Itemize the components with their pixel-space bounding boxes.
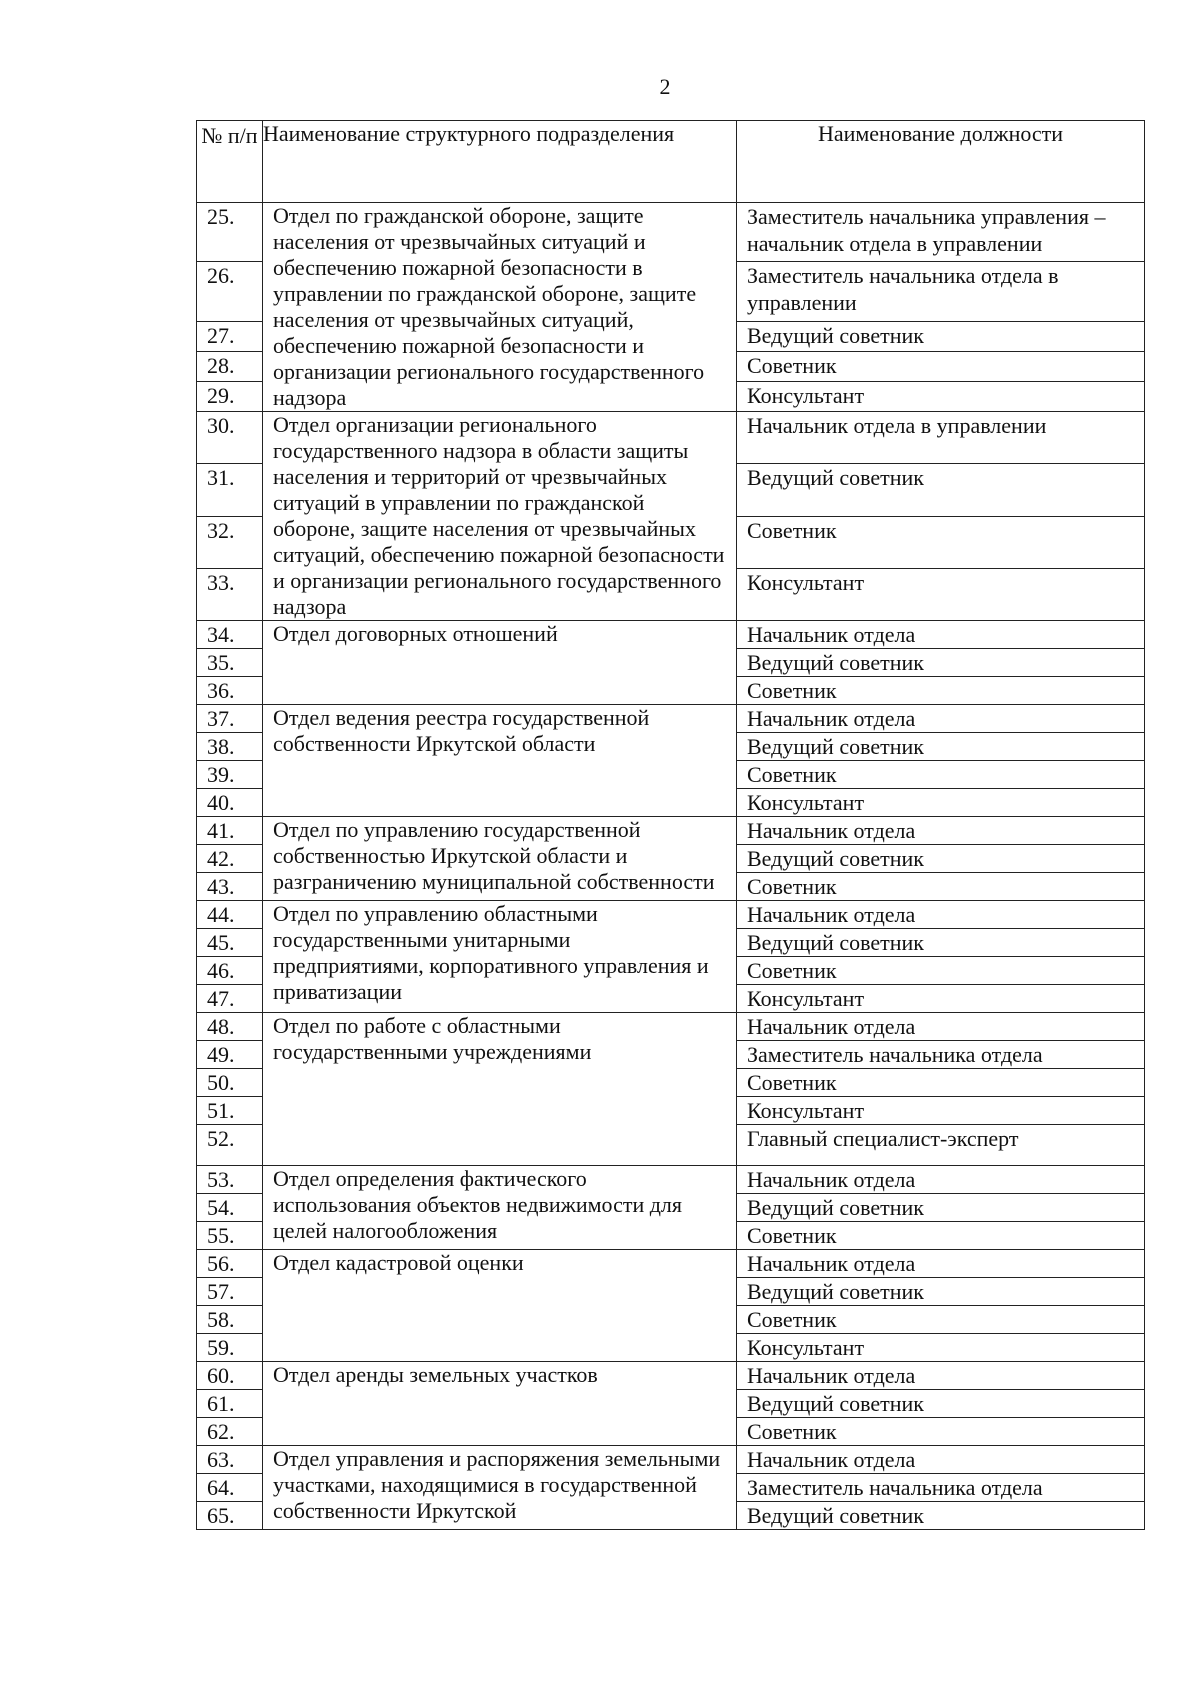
position-name: Советник [737, 957, 1145, 985]
subdivision-name: Отдел определения фактического использования объектов недвижимости для целей налогообложения [263, 1166, 737, 1250]
row-number: 36. [197, 677, 263, 705]
position-name: Ведущий советник [737, 321, 1145, 351]
position-name: Советник [737, 351, 1145, 381]
subdivision-name: Отдел по управлению государственной собственностью Иркутской области и разграничению муниципальной собственности [263, 817, 737, 901]
row-number: 61. [197, 1390, 263, 1418]
table-row [197, 1446, 1145, 1474]
table-row [197, 412, 1145, 464]
row-number: 63. [197, 1446, 263, 1474]
position-name: Заместитель начальника отдела [737, 1041, 1145, 1069]
header-position: Наименование должности [737, 121, 1145, 203]
table-row [197, 203, 1145, 262]
position-name: Ведущий советник [737, 649, 1145, 677]
row-number: 39. [197, 761, 263, 789]
position-name: Консультант [737, 568, 1145, 620]
position-name: Ведущий советник [737, 1194, 1145, 1222]
row-number: 60. [197, 1362, 263, 1390]
row-number: 46. [197, 957, 263, 985]
row-number: 56. [197, 1250, 263, 1278]
position-name: Ведущий советник [737, 845, 1145, 873]
position-name: Советник [737, 1306, 1145, 1334]
subdivision-name: Отдел по работе с областными государственными учреждениями [263, 1013, 737, 1166]
position-name: Начальник отдела [737, 705, 1145, 733]
position-name: Консультант [737, 985, 1145, 1013]
header-number: № п/п [197, 121, 263, 203]
row-number: 41. [197, 817, 263, 845]
row-number: 26. [197, 262, 263, 321]
row-number: 32. [197, 516, 263, 568]
row-number: 27. [197, 321, 263, 351]
row-number: 57. [197, 1278, 263, 1306]
position-name: Советник [737, 516, 1145, 568]
position-name: Заместитель начальника отдела в управлении [737, 262, 1145, 321]
table-row [197, 1013, 1145, 1041]
table-row [197, 1250, 1145, 1278]
row-number: 35. [197, 649, 263, 677]
position-name: Советник [737, 1069, 1145, 1097]
table-row [197, 705, 1145, 733]
position-name: Ведущий советник [737, 1390, 1145, 1418]
position-name: Советник [737, 873, 1145, 901]
position-name: Заместитель начальника отдела [737, 1474, 1145, 1502]
position-name: Заместитель начальника управления – начальник отдела в управлении [737, 203, 1145, 262]
position-name: Консультант [737, 1097, 1145, 1125]
position-name: Консультант [737, 1334, 1145, 1362]
subdivision-name: Отдел договорных отношений [263, 621, 737, 705]
position-name: Начальник отдела [737, 1446, 1145, 1474]
table-body [197, 203, 1145, 1530]
row-number: 51. [197, 1097, 263, 1125]
row-number: 50. [197, 1069, 263, 1097]
position-name: Начальник отдела [737, 1013, 1145, 1041]
subdivision-name: Отдел аренды земельных участков [263, 1362, 737, 1446]
row-number: 28. [197, 351, 263, 381]
page-number: 2 [659, 74, 671, 99]
subdivision-name: Отдел кадастровой оценки [263, 1250, 737, 1362]
position-name: Главный специалист-эксперт [737, 1125, 1145, 1166]
position-name: Советник [737, 1418, 1145, 1446]
position-name: Ведущий советник [737, 1502, 1145, 1530]
row-number: 44. [197, 901, 263, 929]
position-name: Ведущий советник [737, 1278, 1145, 1306]
table-row [197, 901, 1145, 929]
position-name: Ведущий советник [737, 464, 1145, 516]
position-name: Начальник отдела [737, 1362, 1145, 1390]
position-name: Начальник отдела [737, 621, 1145, 649]
row-number: 40. [197, 789, 263, 817]
subdivision-name: Отдел ведения реестра государственной собственности Иркутской области [263, 705, 737, 817]
row-number: 64. [197, 1474, 263, 1502]
row-number: 59. [197, 1334, 263, 1362]
position-name: Начальник отдела [737, 1250, 1145, 1278]
row-number: 65. [197, 1502, 263, 1530]
row-number: 30. [197, 412, 263, 464]
row-number: 37. [197, 705, 263, 733]
positions-table [196, 120, 1145, 1530]
position-name: Консультант [737, 789, 1145, 817]
row-number: 45. [197, 929, 263, 957]
position-name: Начальник отдела [737, 901, 1145, 929]
position-name: Советник [737, 1222, 1145, 1250]
row-number: 34. [197, 621, 263, 649]
subdivision-name: Отдел по гражданской обороне, защите населения от чрезвычайных ситуаций и обеспечению пожарной безопасности в управлении по гражданской обороне, защите населения от чрезвычайных ситуаций, обеспечению пожарной безопасности и организации регионального государственного надзора [263, 203, 737, 412]
subdivision-name: Отдел по управлению областными государственными унитарными предприятиями, корпоративного управления и приватизации [263, 901, 737, 1013]
row-number: 62. [197, 1418, 263, 1446]
row-number: 54. [197, 1194, 263, 1222]
row-number: 52. [197, 1125, 263, 1166]
position-name: Советник [737, 677, 1145, 705]
position-name: Начальник отдела [737, 1166, 1145, 1194]
position-name: Ведущий советник [737, 929, 1145, 957]
position-name: Ведущий советник [737, 733, 1145, 761]
row-number: 25. [197, 203, 263, 262]
row-number: 58. [197, 1306, 263, 1334]
row-number: 53. [197, 1166, 263, 1194]
position-name: Начальник отдела [737, 817, 1145, 845]
row-number: 43. [197, 873, 263, 901]
position-name: Консультант [737, 381, 1145, 411]
table-row [197, 1166, 1145, 1194]
table-row [197, 1362, 1145, 1390]
row-number: 38. [197, 733, 263, 761]
header-subdivision: Наименование структурного подразделения [263, 121, 737, 203]
row-number: 48. [197, 1013, 263, 1041]
row-number: 29. [197, 381, 263, 411]
row-number: 47. [197, 985, 263, 1013]
position-name: Начальник отдела в управлении [737, 412, 1145, 464]
row-number: 55. [197, 1222, 263, 1250]
row-number: 33. [197, 568, 263, 620]
row-number: 49. [197, 1041, 263, 1069]
row-number: 42. [197, 845, 263, 873]
row-number: 31. [197, 464, 263, 516]
subdivision-name: Отдел управления и распоряжения земельными участками, находящимися в государственной собственности Иркутской [263, 1446, 737, 1530]
table-header-row [197, 121, 1145, 203]
table-row [197, 817, 1145, 845]
position-name: Советник [737, 761, 1145, 789]
subdivision-name: Отдел организации регионального государственного надзора в области защиты населения и территорий от чрезвычайных ситуаций в управлении по гражданской обороне, защите населения от чрезвычайных ситуаций, обеспечению пожарной безопасности и организации регионального государственного надзора [263, 412, 737, 621]
table-row [197, 621, 1145, 649]
